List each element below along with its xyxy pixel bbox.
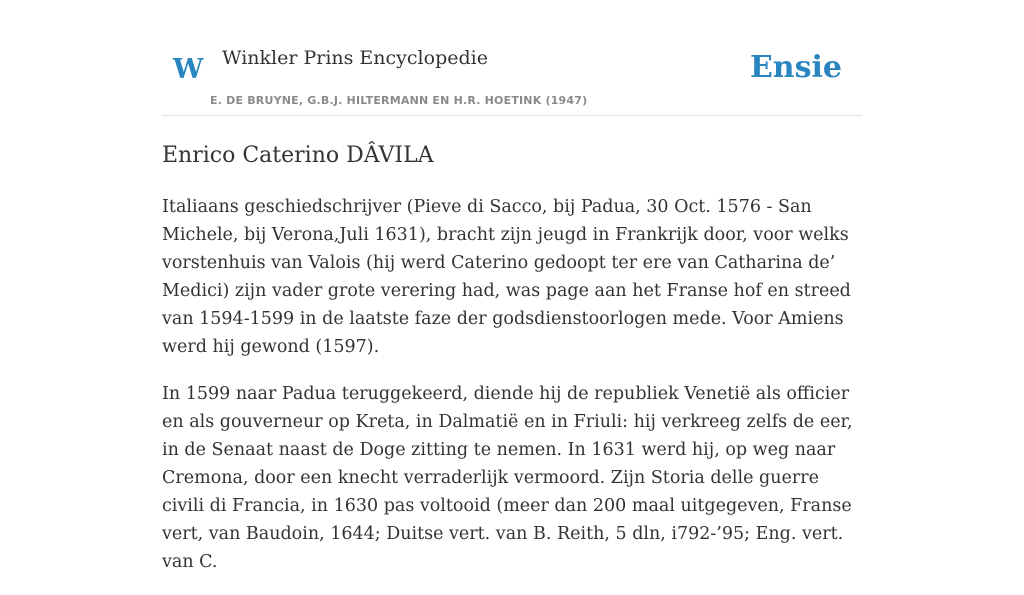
work-title-link[interactable]: Winkler Prins Encyclopedie: [222, 47, 488, 69]
article-paragraph: In 1599 naar Padua teruggekeerd, diende hij de republiek Venetië als officier en als gouverneur op Kreta, in Dalmatië en in Friuli: hij verkreeg zelfs de eer, in de Senaat naast de Doge zitting te nemen. In 1631 werd hij, op weg naar Cremona, door een knecht verraderlijk vermoord. Zijn Storia delle guerre civili di Francia, in 1630 pas voltooid (meer dan 200 maal uitgegeven, Franse vert, van Baudoin, 1644; Duitse vert. van B. Reith, 5 dln, i792-’95; Eng. vert. van C.: [162, 384, 853, 572]
work-authors: E. DE BRUYNE, G.B.J. HILTERMANN EN H.R. HOETINK (1947): [210, 94, 588, 107]
article-paragraph: Italiaans geschiedschrijver (Pieve di Sacco, bij Padua, 30 Oct. 1576 - San Michele, bij Verona,Juli 1631), bracht zijn jeugd in Frankrijk door, voor welks vorstenhuis van Valois (hij werd Caterino gedoopt ter ere van Catharina de’ Medici) zijn vader grote verering had, was page aan het Franse hof en streed van 1594-1599 in de laatste faze der godsdienstoorlogen mede. Voor Amiens werd hij gewond (1597).: [162, 197, 851, 357]
work-logo-icon[interactable]: W: [173, 54, 204, 85]
site-header: [162, 0, 862, 116]
page: [162, 0, 862, 595]
brand-logo[interactable]: Ensie: [749, 50, 842, 85]
article-title: Enrico Caterino DÂVILA: [162, 143, 434, 168]
article-body: [162, 193, 862, 576]
